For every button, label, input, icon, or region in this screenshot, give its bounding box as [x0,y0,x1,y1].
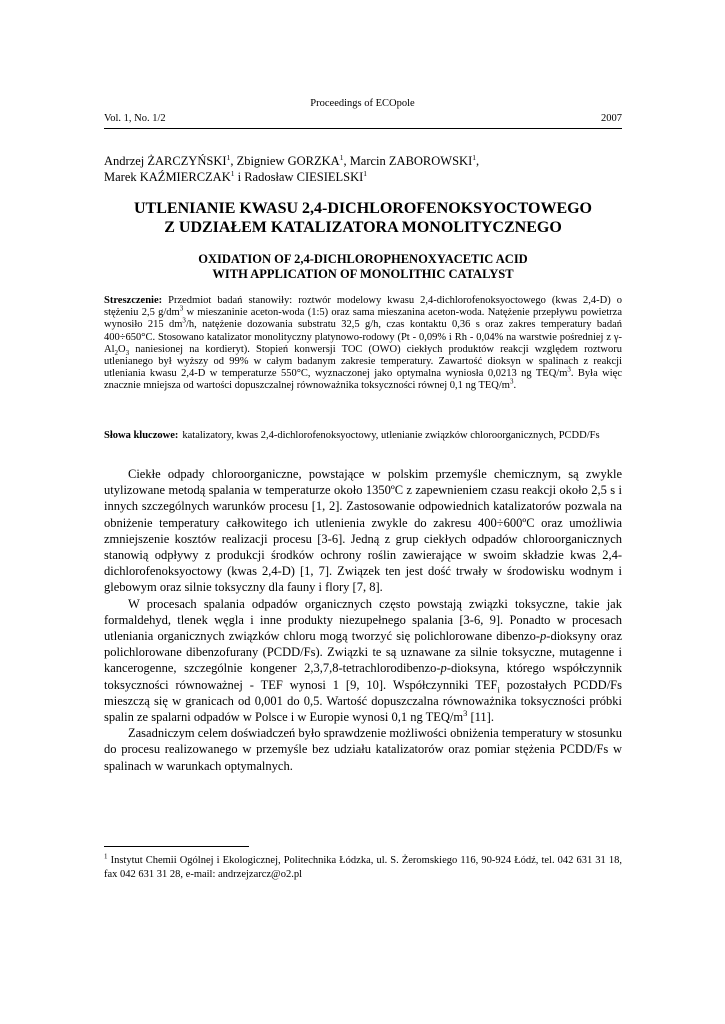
keywords-label: Słowa kluczowe: [104,430,179,441]
separator: , [230,154,237,168]
abstract-text: w mieszaninie aceton-woda (1:5) oraz sama mieszanina aceton-woda. Natężenie przepływu powietrza wynosiło 215 dm [104,307,622,331]
superscript: 3 [509,377,514,386]
author-list [104,153,624,185]
abstract [104,295,622,393]
abstract-text: naniesionej na kordieryt). Stopień konwersji TOC (OWO) ciekłych produktów reakcji względem roztworu utlenianego był wyższy od 99% w całym badanym zakresie temperatury. Zawartość dioksyn w spalinach z reakcji utleniania kwasu 2,4-D w temperaturze 550°C, wyznaczonej jako optymalna wyniosła 0,0213 ng TEQ/m [104,343,622,380]
running-head: Proceedings of ECOpole [310,98,415,109]
subscript: 2 [114,348,118,357]
footnote-divider [104,846,249,847]
affiliation-mark: 1 [226,152,231,162]
author-name: Zbigniew GORZKA [236,154,340,168]
text-run: p [440,661,447,676]
text-run: p [540,629,547,644]
abstract-text: /h, natężenie dozowania substratu 32,5 g/h, czas kontaktu 0,36 s oraz zakres temperatury badań 400÷650°C. Stosowano katalizator monolityczny platynowo-rodowy (Pt - 0,09% i Rh - 0,04% na warstwie pośredniej z γ-Al [104,319,622,355]
affiliation-mark: 1 [472,152,476,162]
superscript: 3 [182,316,186,325]
abstract-text: . [513,380,517,392]
author-name: Marcin ZABOROWSKI [349,154,473,168]
header-line [104,112,622,129]
abstract-label: Streszczenie: [104,295,163,306]
title-line: UTLENIANIE KWASU 2,4-DICHLOROFENOKSYOCTOWEGO [134,200,592,217]
separator: , [476,154,480,168]
author-name: Andrzej ŻARCZYŃSKI [104,154,227,168]
text-run: [11]. [467,710,494,725]
title-polish [104,200,622,237]
conjunction: i [234,170,245,184]
text-run: -dioksyny oraz polichlorowane dibenzofurany (PCDD/Fs). Związki te są uznawane za silnie toksyczne, mutagenne i kancerogenne, szczególnie kongener 2,3,7,8-tetrachlorodibenzo- [104,629,622,676]
abstract-text: O [118,343,126,355]
abstract-text: . Była więc znacznie mniejsza od wartości dopuszczalnej równoważnika toksyczności równej 0,1 ng TEQ/m [104,368,622,392]
title-line: WITH APPLICATION OF MONOLITHIC CATALYST [212,267,514,281]
separator: , [343,154,350,168]
title-line: OXIDATION OF 2,4-DICHLOROPHENOXYACETIC ACID [198,252,528,266]
paragraph: Zasadniczym celem doświadczeń było sprawdzenie możliwości obniżenia temperatury w stosunku do procesu realizowanego w przemyśle bez udziału katalizatorów oraz pomiar stężenia PCDD/Fs w spalinach w warunkach optymalnych. [104,726,622,773]
affiliation-mark: 1 [230,168,235,178]
text-run: -dioksyna, którego współczynnik toksyczności równoważnej - TEF wynosi 1 [9, 10]. Współczynniki TEF [104,661,623,692]
footnote-mark: 1 [104,852,108,861]
superscript: 3 [463,707,468,718]
abstract-text: Przedmiot badań stanowiły: roztwór modelowy kwasu 2,4-dichlorofenoksyoctowego (kwas 2,4-D) o stężeniu 2,5 g/dm [104,295,622,319]
year: 2007 [601,113,622,124]
author-name: Marek KAŹMIERCZAK [104,170,231,184]
title-english [104,252,622,282]
superscript: 3 [179,304,184,313]
text-run: pozostałych PCDD/Fs mieszczą się w granicach od 0,001 do 0,5. Wartość dopuszczalna równoważnika toksyczności próbki spalin ze spalarni odpadów w Polsce i w Europie wynosi 0,1 ng TEQ/m [104,677,622,725]
affiliation-mark: 1 [339,152,344,162]
title-line: Z UDZIAŁEM KATALIZATORA MONOLITYCZNEGO [164,218,562,236]
subscript: i [497,684,500,695]
affiliation-mark: 1 [363,168,368,178]
subscript: 3 [125,348,130,357]
body-text [104,466,622,774]
keywords [104,430,622,442]
keywords-text: katalizatory, kwas 2,4-dichlorofenoksyoctowy, utlenianie związków chloroorganicznych, PCDD/Fs [182,430,600,441]
paragraph: Ciekłe odpady chloroorganiczne, powstające w polskim przemyśle chemicznym, są zwykle utylizowane metodą spalania w temperaturze około 1350ºC z zapewnieniem czasu reakcji około 2,5 s i innych szczególnych warunków procesu [1, 2]. Zastosowanie odpowiednich katalizatorów pozwala na obniżenie temperatury całkowitego ich utlenienia zwykle do zakresu 400÷600ºC oraz umożliwia zmniejszenie kosztów realizacji procesu [3-6]. Jedną z grup ciekłych odpadów chloroorganicznych stanowią odpływy z produkcji środków ochrony roślin zawierające w swoim składzie kwas 2,4-dichlorofenoksyoctowy (kwas 2,4-D) [1, 7]. Związek ten jest dość trwały w środowisku wodnym i glebowym oraz silnie toksyczny dla fauny i flory [7, 8]. [104,467,622,595]
superscript: 3 [567,365,571,374]
author-name: Radosław CIESIELSKI [244,170,364,184]
paragraph [104,596,622,726]
footnote [104,854,622,881]
volume-info: Vol. 1, No. 1/2 [104,113,166,124]
footnote-text: Instytut Chemii Ogólnej i Ekologicznej, Politechnika Łódzka, ul. S. Żeromskiego 116, 90-924 Łódź, tel. 042 631 31 18, fax 042 631 31 28, e-mail: andrzejzarcz@o2.pl [104,855,622,880]
text-run: W procesach spalania odpadów organicznych często powstają związki toksyczne, takie jak formaldehyd, tlenek węgla i inne produkty niezupełnego spalania [3-6, 9]. Ponadto w procesach utleniania organicznych związków chloru mogą tworzyć się polichlorowane dibenzo- [104,596,622,644]
